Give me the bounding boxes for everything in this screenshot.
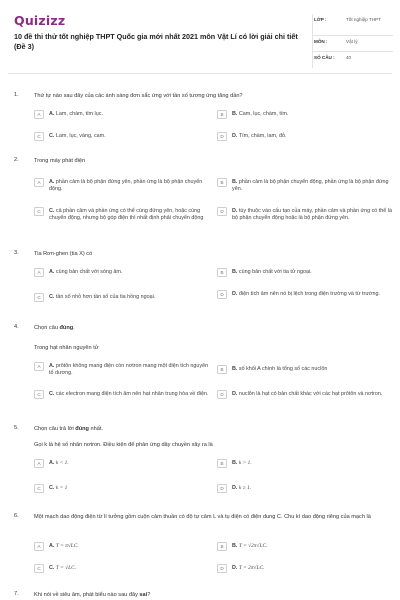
option-letter-box: C bbox=[34, 484, 44, 493]
question-number: 1. bbox=[14, 92, 19, 98]
meta-count-row bbox=[313, 52, 393, 68]
option-text: B. phần cảm là bộ phận chuyển động, phần ứng là bộ phận đứng yên. bbox=[232, 179, 389, 192]
option-letter-box: B bbox=[217, 542, 227, 551]
question-text: Chọn câu trả lời đúng nhất. bbox=[34, 426, 103, 432]
option-text: A. cùng bản chất với sóng âm. bbox=[49, 269, 123, 275]
option-text: A. Lam, chàm, tím lục. bbox=[49, 111, 103, 117]
option-letter-box: D bbox=[217, 207, 227, 216]
option-text: B. T = √2π√LC. bbox=[232, 543, 268, 549]
option-text: A. k < 1. bbox=[49, 460, 69, 466]
meta-class-row bbox=[313, 14, 393, 36]
option-text: B. Cam, lục, chàm, tím. bbox=[232, 111, 289, 117]
option-letter-box: B bbox=[217, 110, 227, 119]
option-letter-box: D bbox=[217, 564, 227, 573]
question-number: 4. bbox=[14, 324, 19, 330]
option-letter-box: B bbox=[217, 365, 227, 374]
option-letter-box: D bbox=[217, 132, 227, 141]
question-number: 3. bbox=[14, 250, 19, 256]
option-text: C. cả phần cảm và phần ứng có thể cùng đứng yên, hoặc cùng chuyển động, nhưng bộ góp điện thì nhất định phải chuyển động bbox=[49, 208, 204, 221]
option-letter-box: A bbox=[34, 459, 44, 468]
option-text: D. Tím, chàm, lam, đỏ. bbox=[232, 133, 287, 139]
meta-count-label: SỐ CÂU : bbox=[314, 55, 335, 60]
meta-class-label: LỚP : bbox=[314, 17, 327, 22]
meta-count-value: 40 bbox=[346, 55, 352, 60]
question-subtext: Gọi k là hệ số nhân nơtron. Điều kiện để phản ứng dây chuyền xảy ra là bbox=[34, 442, 213, 448]
option-text: C. các electron mang điện tích âm nên hạt nhân trung hòa về điện. bbox=[49, 391, 209, 397]
option-text: D. k ≥ 1. bbox=[232, 485, 251, 491]
option-letter-box: B bbox=[217, 178, 227, 187]
option-letter-box: A bbox=[34, 362, 44, 371]
option-letter-box: B bbox=[217, 459, 227, 468]
option-letter-box: C bbox=[34, 132, 44, 141]
option-letter-box: C bbox=[34, 207, 44, 216]
option-letter-box: B bbox=[217, 268, 227, 277]
question-text: Một mạch dao động điện từ lí tưởng gồm cuộn cảm thuần có độ tự cảm L và tụ điện có điện dung C. Chu kì dao động riêng của mạch là bbox=[34, 514, 371, 520]
option-text: A. T = π√LC. bbox=[49, 543, 79, 549]
option-text: C. k = 1 bbox=[49, 485, 68, 491]
meta-subject-value: Vật lý bbox=[346, 39, 358, 44]
option-letter-box: D bbox=[217, 390, 227, 399]
option-letter-box: A bbox=[34, 268, 44, 277]
question-text: Chọn câu đúng. bbox=[34, 325, 75, 331]
option-letter-box: C bbox=[34, 390, 44, 399]
option-text: D. T = 2π√LC. bbox=[232, 565, 265, 571]
option-text: D. điện tích âm nên nó bị lệch trong điện trường và từ trường. bbox=[232, 291, 380, 297]
document-title: 10 đề thi thử tốt nghiệp THPT Quốc gia mới nhất 2021 môn Vật Lí có lời giải chi tiết (Đề 3) bbox=[14, 32, 298, 51]
option-text: A. phần cảm là bộ phận đứng yên, phần ứng là bộ phận chuyển động. bbox=[49, 179, 203, 192]
question-text: Trong máy phát điện bbox=[34, 158, 86, 164]
option-letter-box: C bbox=[34, 293, 44, 302]
question-text: Thứ tự nào sau đây của các ánh sáng đơn sắc ứng với tần số tương ứng tăng dần? bbox=[34, 93, 243, 99]
option-letter-box: D bbox=[217, 484, 227, 493]
question-number: 2. bbox=[14, 157, 19, 163]
question-number: 7. bbox=[14, 591, 19, 597]
option-letter-box: A bbox=[34, 110, 44, 119]
option-text: D. tùy thuộc vào cấu tạo của máy, phần cảm và phần ứng có thể là bộ phận chuyển động hoặc là bộ phận đứng yên. bbox=[232, 208, 392, 221]
option-letter-box: A bbox=[34, 542, 44, 551]
option-text: C. tần số nhỏ hơn tần số của tia hồng ngoại. bbox=[49, 294, 156, 300]
meta-class-value: Tốt nghiệp THPT bbox=[346, 17, 381, 22]
question-text: Tia Rơn-ghen (tia X) có bbox=[34, 251, 93, 257]
option-text: B. k > 1. bbox=[232, 460, 252, 466]
option-text: D. nuclôn là hạt có bản chất khác với các hạt prôtôn và nơtron. bbox=[232, 391, 383, 397]
question-subtext: Trong hạt nhân nguyên tử bbox=[34, 345, 99, 351]
question-text: Khi nói về siêu âm, phát biểu nào sau đây sai? bbox=[34, 592, 151, 598]
option-letter-box: C bbox=[34, 564, 44, 573]
meta-subject-label: MÔN : bbox=[314, 39, 328, 44]
question-number: 5. bbox=[14, 425, 19, 431]
option-text: C. T = √LC. bbox=[49, 565, 77, 571]
logo: Quizizz bbox=[14, 13, 66, 28]
option-text: A. prôtôn không mang điện còn nơtron mang một điện tích nguyên tố dương. bbox=[49, 363, 209, 376]
option-letter-box: A bbox=[34, 178, 44, 187]
meta-subject-row bbox=[313, 36, 393, 52]
option-text: B. cùng bản chất với tia tử ngoại. bbox=[232, 269, 312, 275]
meta-panel bbox=[312, 14, 392, 68]
option-letter-box: D bbox=[217, 290, 227, 299]
option-text: B. số khối A chính là tổng số các nuclôn bbox=[232, 366, 328, 372]
option-text: C. Lam, lục, vàng, cam. bbox=[49, 133, 106, 139]
header-divider bbox=[8, 73, 392, 74]
question-number: 6. bbox=[14, 513, 19, 519]
